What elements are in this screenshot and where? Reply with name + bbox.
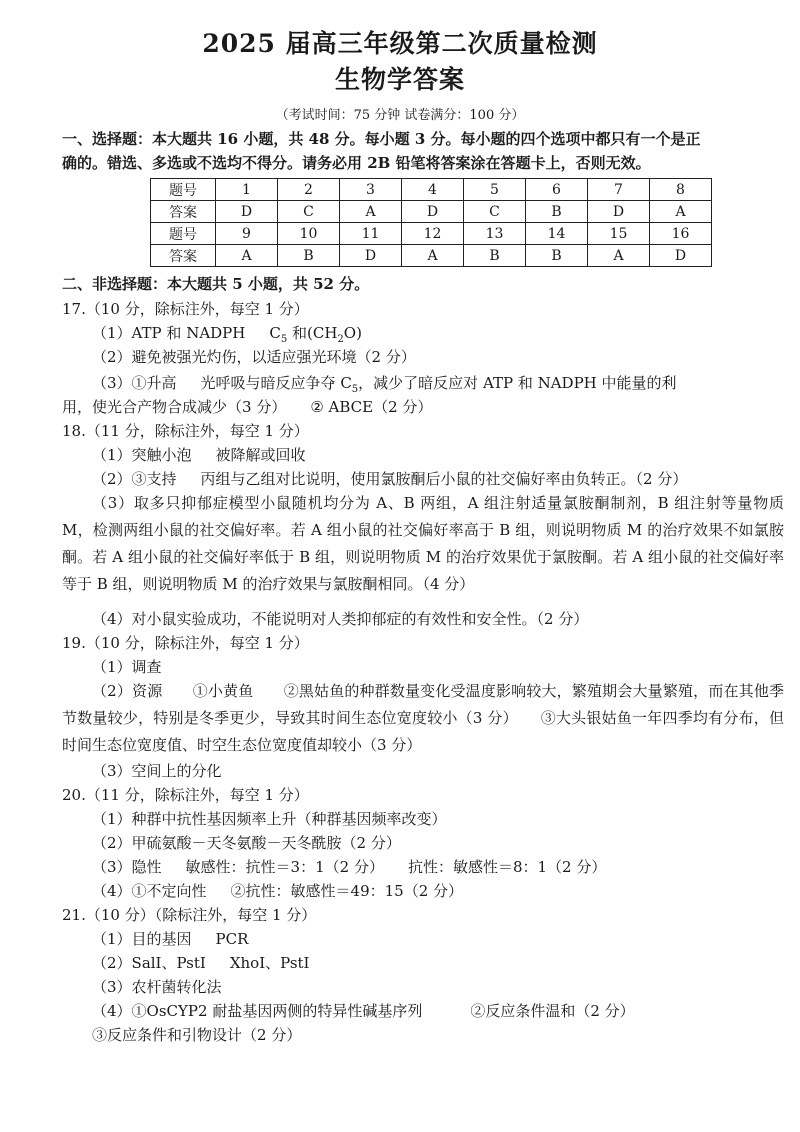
table-cell: A <box>216 245 278 267</box>
q21-part2-a: （2）SalI、PstI <box>92 954 206 972</box>
q17-part3-d: 用，使光合产物合成减少（3 分） <box>62 398 287 416</box>
q20-part4-b: ②抗性：敏感性＝49：15（2 分） <box>230 882 464 900</box>
table-cell: 7 <box>588 179 650 201</box>
table-cell: 16 <box>650 223 712 245</box>
table-cell: 11 <box>340 223 402 245</box>
table-cell: D <box>216 201 278 223</box>
q17-part1-d: O) <box>343 324 362 342</box>
q17-part3-c: ，减少了暗反应对 ATP 和 NADPH 中能量的利 <box>358 374 677 392</box>
q21-part4-a: （4）①OsCYP2 耐盐基因两侧的特异性碱基序列 <box>92 1002 423 1020</box>
q21-part5: ③反应条件和引物设计（2 分） <box>92 1026 302 1044</box>
table-cell: D <box>588 201 650 223</box>
table-cell: 6 <box>526 179 588 201</box>
table-cell: A <box>588 245 650 267</box>
table-cell: C <box>464 201 526 223</box>
q19-part3: （3）空间上的分化 <box>92 762 222 780</box>
table-row <box>151 223 712 245</box>
table-cell: 题号 <box>151 179 216 201</box>
answer-table <box>150 178 712 267</box>
q20-part3-a: （3）隐性 <box>92 858 162 876</box>
table-cell: 12 <box>402 223 464 245</box>
q20-part4-a: （4）①不定向性 <box>92 882 207 900</box>
q17-part3-b-sub: 5 <box>351 384 359 395</box>
page-subject-title: 生物学答案 <box>334 65 465 94</box>
q21-part3: （3）农杆菌转化法 <box>92 978 222 996</box>
table-cell: 13 <box>464 223 526 245</box>
q21-part1-b: PCR <box>215 930 249 948</box>
table-cell: 14 <box>526 223 588 245</box>
table-cell: B <box>278 245 340 267</box>
q19-part2: （2）资源 ①小黄鱼 ②黑姑鱼的种群数量变化受温度影响较大，繁殖期会大量繁殖，而在其他季节数量较少，特别是冬季更少，导致其时间生态位宽度较小（3 分） ③大头银姑鱼一年四季均有分布，但时间生态位宽度值、时空生态位宽度值却较小（3 分） <box>62 682 784 754</box>
q17-part1-c: 和(CH <box>287 324 338 342</box>
table-cell: 1 <box>216 179 278 201</box>
q17-part3-line2 <box>62 396 432 418</box>
q18-heading: 18.（11 分，除标注外，每空 1 分） <box>62 422 309 440</box>
q18-part1-a: （1）突触小泡 <box>92 446 192 464</box>
q17-part1-a: （1）ATP 和 NADPH <box>92 324 246 342</box>
q17-part3-e: ② ABCE（2 分） <box>310 398 433 416</box>
q18-part4: （4）对小鼠实验成功，不能说明对人类抑郁症的有效性和安全性。（2 分） <box>92 610 589 628</box>
table-cell: B <box>526 245 588 267</box>
q20-part3 <box>92 856 606 878</box>
q20-part3-c: 抗性：敏感性＝8：1（2 分） <box>407 858 607 876</box>
q18-part2 <box>92 468 687 490</box>
table-row <box>151 179 712 201</box>
table-cell: A <box>402 245 464 267</box>
section2-heading: 二、非选择题：本大题共 5 小题，共 52 分。 <box>62 275 370 293</box>
table-cell: 3 <box>340 179 402 201</box>
q18-part3: （3）取多只抑郁症模型小鼠随机均分为 A、B 两组，A 组注射适量氯胺酮制剂，B 组注射等量物质 M，检测两组小鼠的社交偏好率。若 A 组小鼠的社交偏好率高于 B 组，则说明物质 M 的治疗效果不如氯胺酮。若 A 组小鼠的社交偏好率低于 B 组，则说明物质 M 的治疗效果优于氯胺酮。若 A 组小鼠的社交偏好率等于 B 组，则说明物质 M 的治疗效果与氯胺酮相同。（4 分） <box>62 494 784 593</box>
q20-part2: （2）甲硫氨酸－天冬氨酸－天冬酰胺（2 分） <box>92 834 401 852</box>
section1-instructions-line1: 一、选择题：本大题共 16 小题，共 48 分。每小题 3 分。每小题的四个选项中都只有一个是正 <box>62 130 701 148</box>
table-cell: A <box>340 201 402 223</box>
table-cell: 2 <box>278 179 340 201</box>
table-cell: 4 <box>402 179 464 201</box>
table-cell: 答案 <box>151 201 216 223</box>
q21-part4-b: ②反应条件温和（2 分） <box>470 1002 635 1020</box>
q20-part1: （1）种群中抗性基因频率上升（种群基因频率改变） <box>92 810 447 828</box>
q21-part1-a: （1）目的基因 <box>92 930 192 948</box>
table-row <box>151 201 712 223</box>
q21-part4 <box>92 1000 635 1022</box>
q21-part2 <box>92 952 309 974</box>
q20-part3-b: 敏感性：抗性＝3：1（2 分） <box>185 858 384 876</box>
q17-heading: 17.（10 分，除标注外，每空 1 分） <box>62 300 309 318</box>
q19-part1: （1）调查 <box>92 658 162 676</box>
q17-part1-b: C <box>269 324 281 342</box>
table-cell: 10 <box>278 223 340 245</box>
q17-part1-b-sub: 5 <box>280 334 288 345</box>
table-cell: 8 <box>650 179 712 201</box>
q17-part2: （2）避免被强光灼伤，以适应强光环境（2 分） <box>92 348 416 366</box>
q17-part1-c-sub: 2 <box>337 334 344 345</box>
table-row <box>151 245 712 267</box>
exam-info: （考试时间：75 分钟 试卷满分：100 分） <box>275 108 525 123</box>
page-title: 2025 届高三年级第二次质量检测 <box>202 29 598 58</box>
section1-instructions-line2: 确的。错选、多选或不选均不得分。请务必用 2B 铅笔将答案涂在答题卡上，否则无效。 <box>62 154 651 172</box>
table-cell: A <box>650 201 712 223</box>
q18-part1 <box>92 444 306 466</box>
q21-heading: 21.（10 分）（除标注外，每空 1 分） <box>62 906 317 924</box>
table-cell: D <box>402 201 464 223</box>
table-cell: C <box>278 201 340 223</box>
q20-heading: 20.（11 分，除标注外，每空 1 分） <box>62 786 309 804</box>
table-cell: 答案 <box>151 245 216 267</box>
q18-part2-b: 丙组与乙组对比说明，使用氯胺酮后小鼠的社交偏好率由负转正。（2 分） <box>200 470 688 488</box>
q18-part2-a: （2）③支持 <box>92 470 177 488</box>
q21-part1 <box>92 928 248 950</box>
q19-heading: 19.（10 分，除标注外，每空 1 分） <box>62 634 309 652</box>
table-cell: D <box>650 245 712 267</box>
q20-part4 <box>92 880 463 902</box>
q17-part3-a: （3）①升高 <box>92 374 177 392</box>
table-cell: D <box>340 245 402 267</box>
table-cell: 5 <box>464 179 526 201</box>
table-cell: 题号 <box>151 223 216 245</box>
table-cell: B <box>464 245 526 267</box>
table-cell: B <box>526 201 588 223</box>
q17-part3-b: 光呼吸与暗反应争夺 C <box>200 374 352 392</box>
q18-part1-b: 被降解或回收 <box>215 446 306 464</box>
table-cell: 15 <box>588 223 650 245</box>
table-cell: 9 <box>216 223 278 245</box>
q21-part2-b: XhoI、PstI <box>229 954 310 972</box>
